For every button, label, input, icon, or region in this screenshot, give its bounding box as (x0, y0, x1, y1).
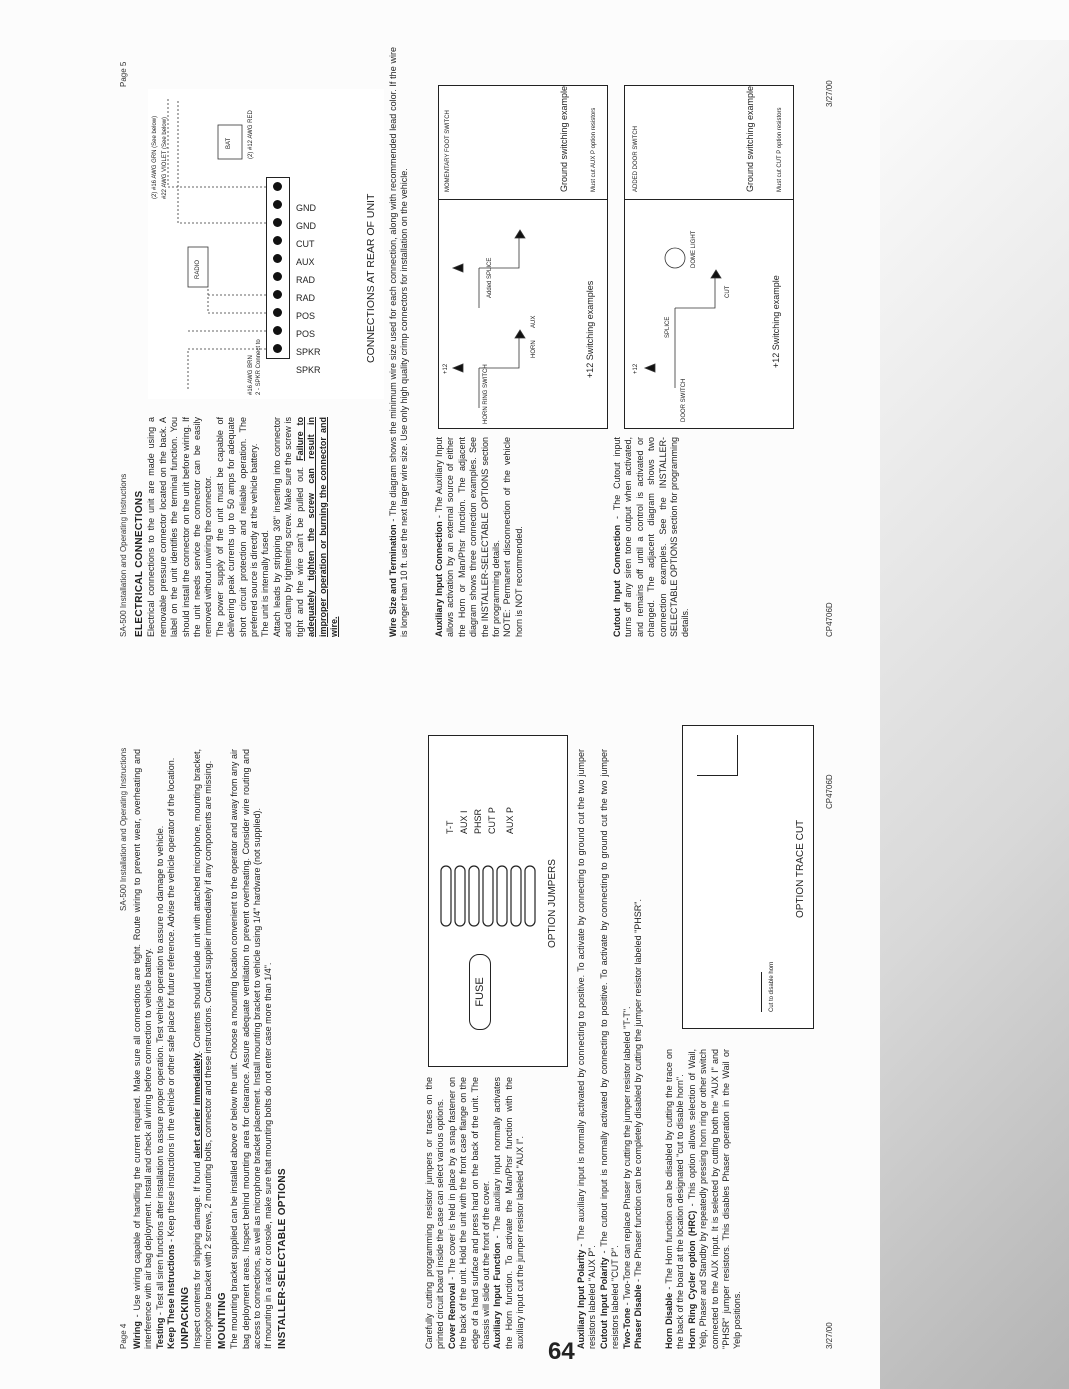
trace-line (761, 972, 762, 1012)
jumper-label-tt: T-T (445, 820, 455, 834)
right-header-page: Page 5 (119, 61, 128, 87)
resistor (441, 866, 451, 926)
left-text-column (132, 749, 289, 1349)
right-header-title: SA-500 Installation and Operating Instructions (119, 473, 128, 637)
options-bottom-column (664, 1049, 744, 1349)
unpacking-text-a: Inspect contents for shipping damage. If found (192, 1158, 203, 1349)
left-footer-date: 3/27/00 (825, 1322, 834, 1349)
terminal-pin (273, 272, 282, 281)
connections-title: CONNECTIONS AT REAR OF UNIT (365, 193, 377, 363)
cutout-switching-figure (624, 85, 794, 429)
wiring-lead: Wiring (132, 1321, 142, 1349)
testing-text: - Test all siren functions after installation to assure proper operation. Test vehicle operation to assure no damage to vehicle. (154, 825, 165, 1318)
cutout-divider (625, 199, 793, 200)
aux-label-horn-switch: HORN RING SWITCH (483, 364, 489, 424)
option-hrc (687, 1049, 744, 1349)
aux-switching-figure (438, 85, 608, 429)
aux-paragraph (434, 437, 502, 637)
terminal-pin (273, 218, 282, 227)
attach-text: Attach leads by stripping 3/8" inserting into connector and clamp by tightening screw. Make sure the screw is tight and the wire can't be pulled out. (271, 417, 305, 637)
option-lead: Horn Disable (664, 1292, 674, 1349)
wire-paragraph (388, 47, 411, 637)
wiring-paragraph (132, 749, 155, 1349)
terminal-label: SPKR (296, 365, 321, 375)
cutout-paragraph (612, 437, 692, 637)
cut-label-dome-light: DOME LIGHT (691, 230, 697, 268)
electrical-text-column (132, 417, 340, 637)
terminal-pin (273, 344, 282, 353)
aux-note: NOTE: Permanent disconnection of the vehicle horn is NOT recommended. (502, 437, 524, 637)
wire-note-brown: #16 AWG BRN (248, 355, 254, 395)
resistor (525, 866, 535, 926)
jumper-label-phsr: PHSR (473, 808, 483, 834)
mounting-note: If mounting in a rack or console, make sure that mounting bolts do not enter case more than 1/4". (263, 962, 274, 1349)
terminal-pin (273, 326, 282, 335)
aux-label-aux: AUX (531, 315, 537, 328)
resistor (455, 866, 465, 926)
testing-lead: Testing (154, 1317, 165, 1349)
terminal-label: RAD (296, 275, 316, 285)
mounting-paragraph: The mounting bracket supplied can be installed above or below the unit. Choose a mounting location convenient to the operator and away from any air bag deployment areas. Inspect behind mounting area for clearance. Assure adequate ventilation to prevent overheating. Consider wire routing and access to connections, as well as microphone bracket placement. Install mounting bracket to vehicle using 1/4" hardware (not supplied). (229, 749, 263, 1349)
aux-ground-note: Must cut AUX P option resistors (591, 107, 597, 192)
right-footer-date: 3/27/00 (825, 80, 834, 107)
electrical-paragraph: Electrical connections to the unit are made using a removable pressure connector located on the back. A label on the unit identifies the terminal function. You should install the connector on the unit before wiring. If the unit needs service the connector can be easily removed without unwiring the connector. (146, 417, 214, 637)
left-footer-code: CP4706D (825, 774, 834, 809)
aux-label-12v: +12 (443, 363, 449, 374)
installer-intro: Carefully cutting programming resistor jumpers or traces on the printed circuit board inside the case can select various options. (424, 1077, 446, 1349)
aux-text-column (434, 437, 525, 637)
cut-label-door-switch: DOOR SWITCH (681, 378, 687, 422)
aux-circuits (439, 202, 559, 428)
unpacking-heading: UNPACKING (179, 1286, 191, 1349)
option-horn-disable (664, 1049, 687, 1349)
aux-label-splice: Added SPLICE (487, 257, 493, 298)
terminal-label: GND (296, 203, 316, 213)
terminal-pin (273, 236, 282, 245)
cut-label-splice: SPLICE (665, 316, 671, 338)
unpacking-text-b: . Contents should include unit with attached microphone, mounting bracket, microphone bracket with 2 screws, 2 mounting bolts, connector and these instructions. Contact supplier immediately if any components are missing. (192, 749, 214, 1349)
aux-divider (439, 199, 607, 200)
option-text: - The auxiliary input is normally activated by connecting to positive. To activate by connecting to ground cut the two jumper resistors labeled "AUX P". (576, 749, 598, 1349)
terminal-label: RAD (296, 293, 316, 303)
options-text-column (424, 1077, 527, 1349)
options-wide-column (576, 749, 644, 1349)
option-text: - The cover is held in place by a snap fastener on the back of the unit. Hold the unit with the front case flange on the edge of a hard surface and press hard on the back of the unit. The chassis will slide out the front of the cover. (446, 1077, 492, 1349)
jumper-resistors (435, 746, 545, 936)
option-lead: Auxiliary Input Polarity (576, 1249, 586, 1349)
resistor (469, 866, 479, 926)
terminal-label: CUT (296, 239, 315, 249)
unpacking-paragraph (192, 749, 215, 1349)
left-header-title: SA-500 Installation and Operating Instructions (119, 747, 128, 911)
resistor (497, 866, 507, 926)
board-notch (697, 735, 738, 776)
cut-ground-caption: Ground switching example (745, 85, 755, 192)
terminal-label: POS (296, 311, 316, 321)
terminal-label: GND (296, 221, 316, 231)
wire-note-green: (2) #16 AWG GRN (See below) (152, 115, 158, 199)
unpacking-alert: alert carrier immediately (192, 1053, 203, 1159)
battery-label: BAT (226, 137, 232, 149)
option-lead: Auxiliary Input Function (492, 1242, 503, 1349)
option-cover-removal (447, 1077, 493, 1349)
option-lead: Cover Removal (446, 1282, 457, 1349)
wire-lead: Wire Size and Termination (388, 524, 398, 637)
terminal-label: AUX (296, 257, 315, 267)
right-footer-code: CP4706D (825, 602, 834, 637)
left-header-page: Page 4 (119, 1323, 128, 1349)
wiring-text: - Use wiring capable of handling the current required. Make sure all connections are tight. Route wiring to prevent wear, overheating and interference with air bag deployment. Install and check all wiring before connection to vehicle battery. (132, 749, 154, 1349)
option-trace-cut-figure (682, 725, 814, 1029)
terminal-pin (273, 290, 282, 299)
option-lead: Horn Ring Cycler option (HRC) (686, 1210, 697, 1349)
terminal-pin (273, 200, 282, 209)
page-number: 64 (548, 1338, 575, 1365)
option-jumpers-title: OPTION JUMPERS (547, 859, 558, 948)
aux-label-foot-switch: MOMENTARY FOOT SWITCH (445, 110, 451, 192)
installer-heading: INSTALLER-SELECTABLE OPTIONS (276, 1168, 288, 1349)
cut-ground-note: Must cut CUT P option resistors (777, 107, 783, 192)
option-text: - This option allows selection of Wail, Yelp, Phaser and Standby by repeatedly pressing horn ring or other switch connected to the AUX input. It is selected by cutting both the "AUX I" and "PHSR" jumper resistors. This disables Phaser operation in the Wail or Yelp positions. (686, 1049, 743, 1349)
wire-size-column (388, 47, 411, 637)
resistor (511, 866, 521, 926)
connections-figure (148, 89, 384, 399)
cutout-text-column (612, 437, 692, 637)
resistor (483, 866, 493, 926)
attach-warning: Failure to adequately tighten the screw can result in improper operation or burning the connector and wire. (294, 417, 339, 637)
cut-label-12v: +12 (633, 363, 639, 374)
radio-label: RADIO (195, 259, 201, 279)
cut-label-cut: CUT (725, 285, 731, 298)
aux-text: - The Auxiliary Input allows activation by an external source of either the Horn or Man/Phsr function. The adjacent diagram shows three connection examples. See the INSTALLER-SELECTABLE OPTIONS section for programming details. (434, 437, 502, 637)
option-text: - The Phaser function can be completely disabled by cutting the jumper resistor labeled "PHSR". (633, 899, 644, 1285)
testing-paragraph (155, 749, 166, 1349)
option-two-tone (622, 749, 633, 1349)
keep-paragraph (166, 749, 177, 1349)
wire-note-red: (2) #12 AWG RED (248, 110, 254, 159)
option-text: - Two-Tone can replace Phaser by cutting the jumper resistor labeled "T-T". (621, 1006, 632, 1308)
option-lead: Phaser Disable (633, 1284, 644, 1349)
jumper-label-cut-p: CUT P (487, 807, 497, 834)
option-phaser-disable (633, 749, 644, 1349)
keep-lead: Keep These Instructions (166, 1244, 177, 1349)
fused-paragraph: The unit is internally fused. (260, 529, 271, 637)
option-jumpers-figure (428, 735, 568, 1067)
option-cutout-polarity (599, 749, 622, 1349)
trace-cut-note: Cut to disable horn (769, 961, 775, 1012)
option-lead: Cutout Input Polarity (598, 1257, 609, 1349)
cutout-text: - The Cutout input turns off any siren tone output when activated, and remains off until a control is activated or changed. The adjacent diagram shows two connection examples. See the INSTALLER-SELECTABLE OPTIONS section for programming details. (612, 437, 691, 637)
wire-note-violet: #22 AWG VIOLET (See below) (162, 116, 168, 199)
attach-paragraph (272, 417, 340, 637)
keep-text: - Keep these instructions in the vehicle or other safe place for future reference. Advise the vehicle operator of the location. (166, 757, 177, 1245)
aux-label-horn: HORN (531, 340, 537, 358)
terminal-pin (273, 254, 282, 263)
aux-caption: +12 Switching examples (585, 280, 595, 378)
option-trace-cut-title: OPTION TRACE CUT (795, 819, 806, 918)
option-text: - The auxiliary input normally activates the Horn function. To activate the Man/Phsr function with the auxiliary input cut the jumper resistor labeled "AUX I". (492, 1076, 526, 1349)
terminal-pin (273, 182, 282, 191)
option-text: - The Horn function can be disabled by cutting the trace on the back of the board at the location designated "cut to disable horn". (664, 1049, 686, 1349)
cut-caption: +12 Switching example (771, 275, 781, 368)
aux-ground-caption: Ground switching example (559, 85, 569, 192)
option-aux-function (492, 1077, 526, 1349)
electrical-heading: ELECTRICAL CONNECTIONS (134, 490, 145, 637)
option-aux-polarity (576, 749, 599, 1349)
fuse-box: FUSE (469, 954, 491, 1030)
power-paragraph: The power supply of the unit must be capable of delivering peak currents up to 50 amps for adequate short circuit protection and reliable operation. The preferred source is directly at the vehicle battery. (214, 417, 260, 637)
option-lead: Two-Tone (621, 1307, 632, 1349)
terminal-label: SPKR (296, 347, 321, 357)
mounting-heading: MOUNTING (216, 1292, 228, 1349)
wire-text: - The diagram shows the minimum wire size used for each connection, along with recommended lead color. If the wire is longer than 10 ft. use the next larger wire size. Use only high quality crimp connectors for installation on the vehicle. (388, 47, 410, 637)
terminal-pin (273, 308, 282, 317)
aux-lead: Auxiliary Input Connection (434, 521, 444, 637)
wire-note-speaker: 2 - SPKR Connect to (256, 339, 262, 395)
cutout-lead: Cutout Input Connection (612, 524, 622, 637)
jumper-label-aux-i: AUX I (459, 810, 469, 834)
option-text: - The cutout input is normally activated by connecting to positive. To activate by connecting to ground cut the two jumper resistors labeled "CUT P". (598, 748, 621, 1349)
terminal-label: POS (296, 329, 316, 339)
jumper-label-aux-p: AUX P (505, 806, 515, 834)
cut-label-added-door: ADDED DOOR SWITCH (633, 126, 639, 192)
